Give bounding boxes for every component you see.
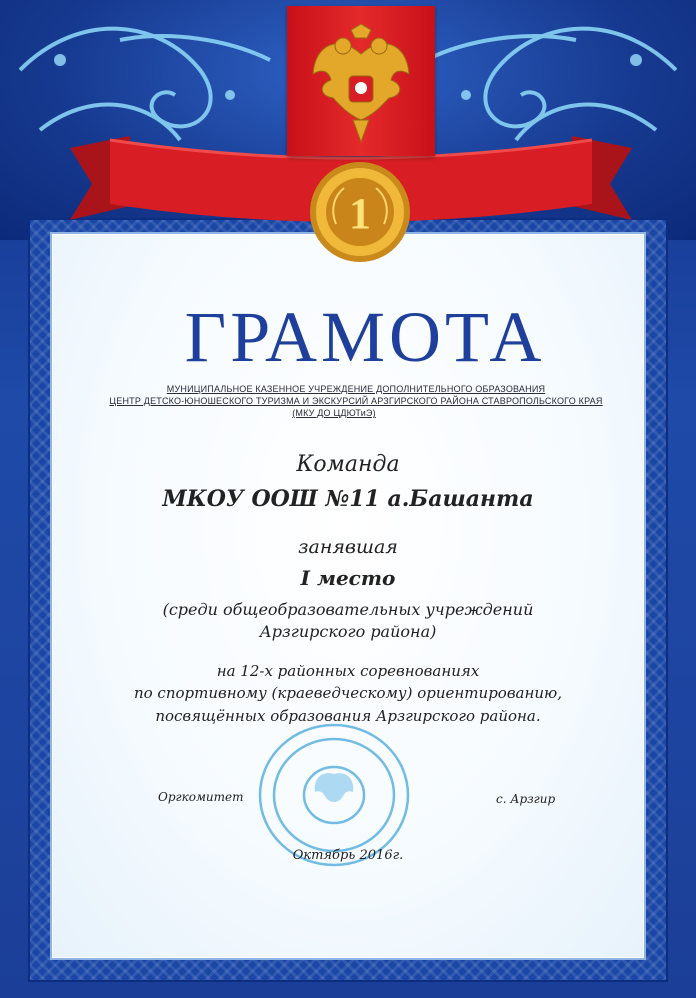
recipient-name: МКОУ ООШ №11 а.Башанта <box>162 486 534 512</box>
event-line-2: по спортивному (краеведческому) ориентированию, <box>133 684 563 702</box>
issue-date: Октябрь 2016г. <box>292 848 404 863</box>
scope-line-2: Арзгирского района) <box>259 622 437 641</box>
place-label: I место <box>300 566 396 590</box>
organization-line-3: (МКУ ДО ЦДЮТиЭ) <box>292 408 376 418</box>
double-headed-eagle-icon <box>309 24 413 144</box>
occupied-label: занявшая <box>298 536 398 558</box>
scope-line-1: (среди общеобразовательных учреждений <box>162 600 534 619</box>
event-line-1: на 12-х районных соревнованиях <box>216 662 480 680</box>
gold-medal-icon <box>308 160 412 264</box>
certificate-title: ГРАМОТА <box>184 297 546 377</box>
event-line-3: посвящённых образования Арзгирского района. <box>155 707 541 725</box>
medal-number: 1 <box>349 189 371 238</box>
recipient-label: Команда <box>296 452 400 477</box>
committee-signature: Оргкомитет <box>158 790 244 804</box>
location-label: с. Арзгир <box>496 792 556 806</box>
organization-line-2: ЦЕНТР ДЕТСКО-ЮНОШЕСКОГО ТУРИЗМА И ЭКСКУРСИЙ АРЗГИРСКОГО РАЙОНА СТАВРОПОЛЬСКОГО КРАЯ <box>109 396 603 406</box>
organization-line-1: МУНИЦИПАЛЬНОЕ КАЗЕННОЕ УЧРЕЖДЕНИЕ ДОПОЛНИТЕЛЬНОГО ОБРАЗОВАНИЯ <box>166 384 546 394</box>
